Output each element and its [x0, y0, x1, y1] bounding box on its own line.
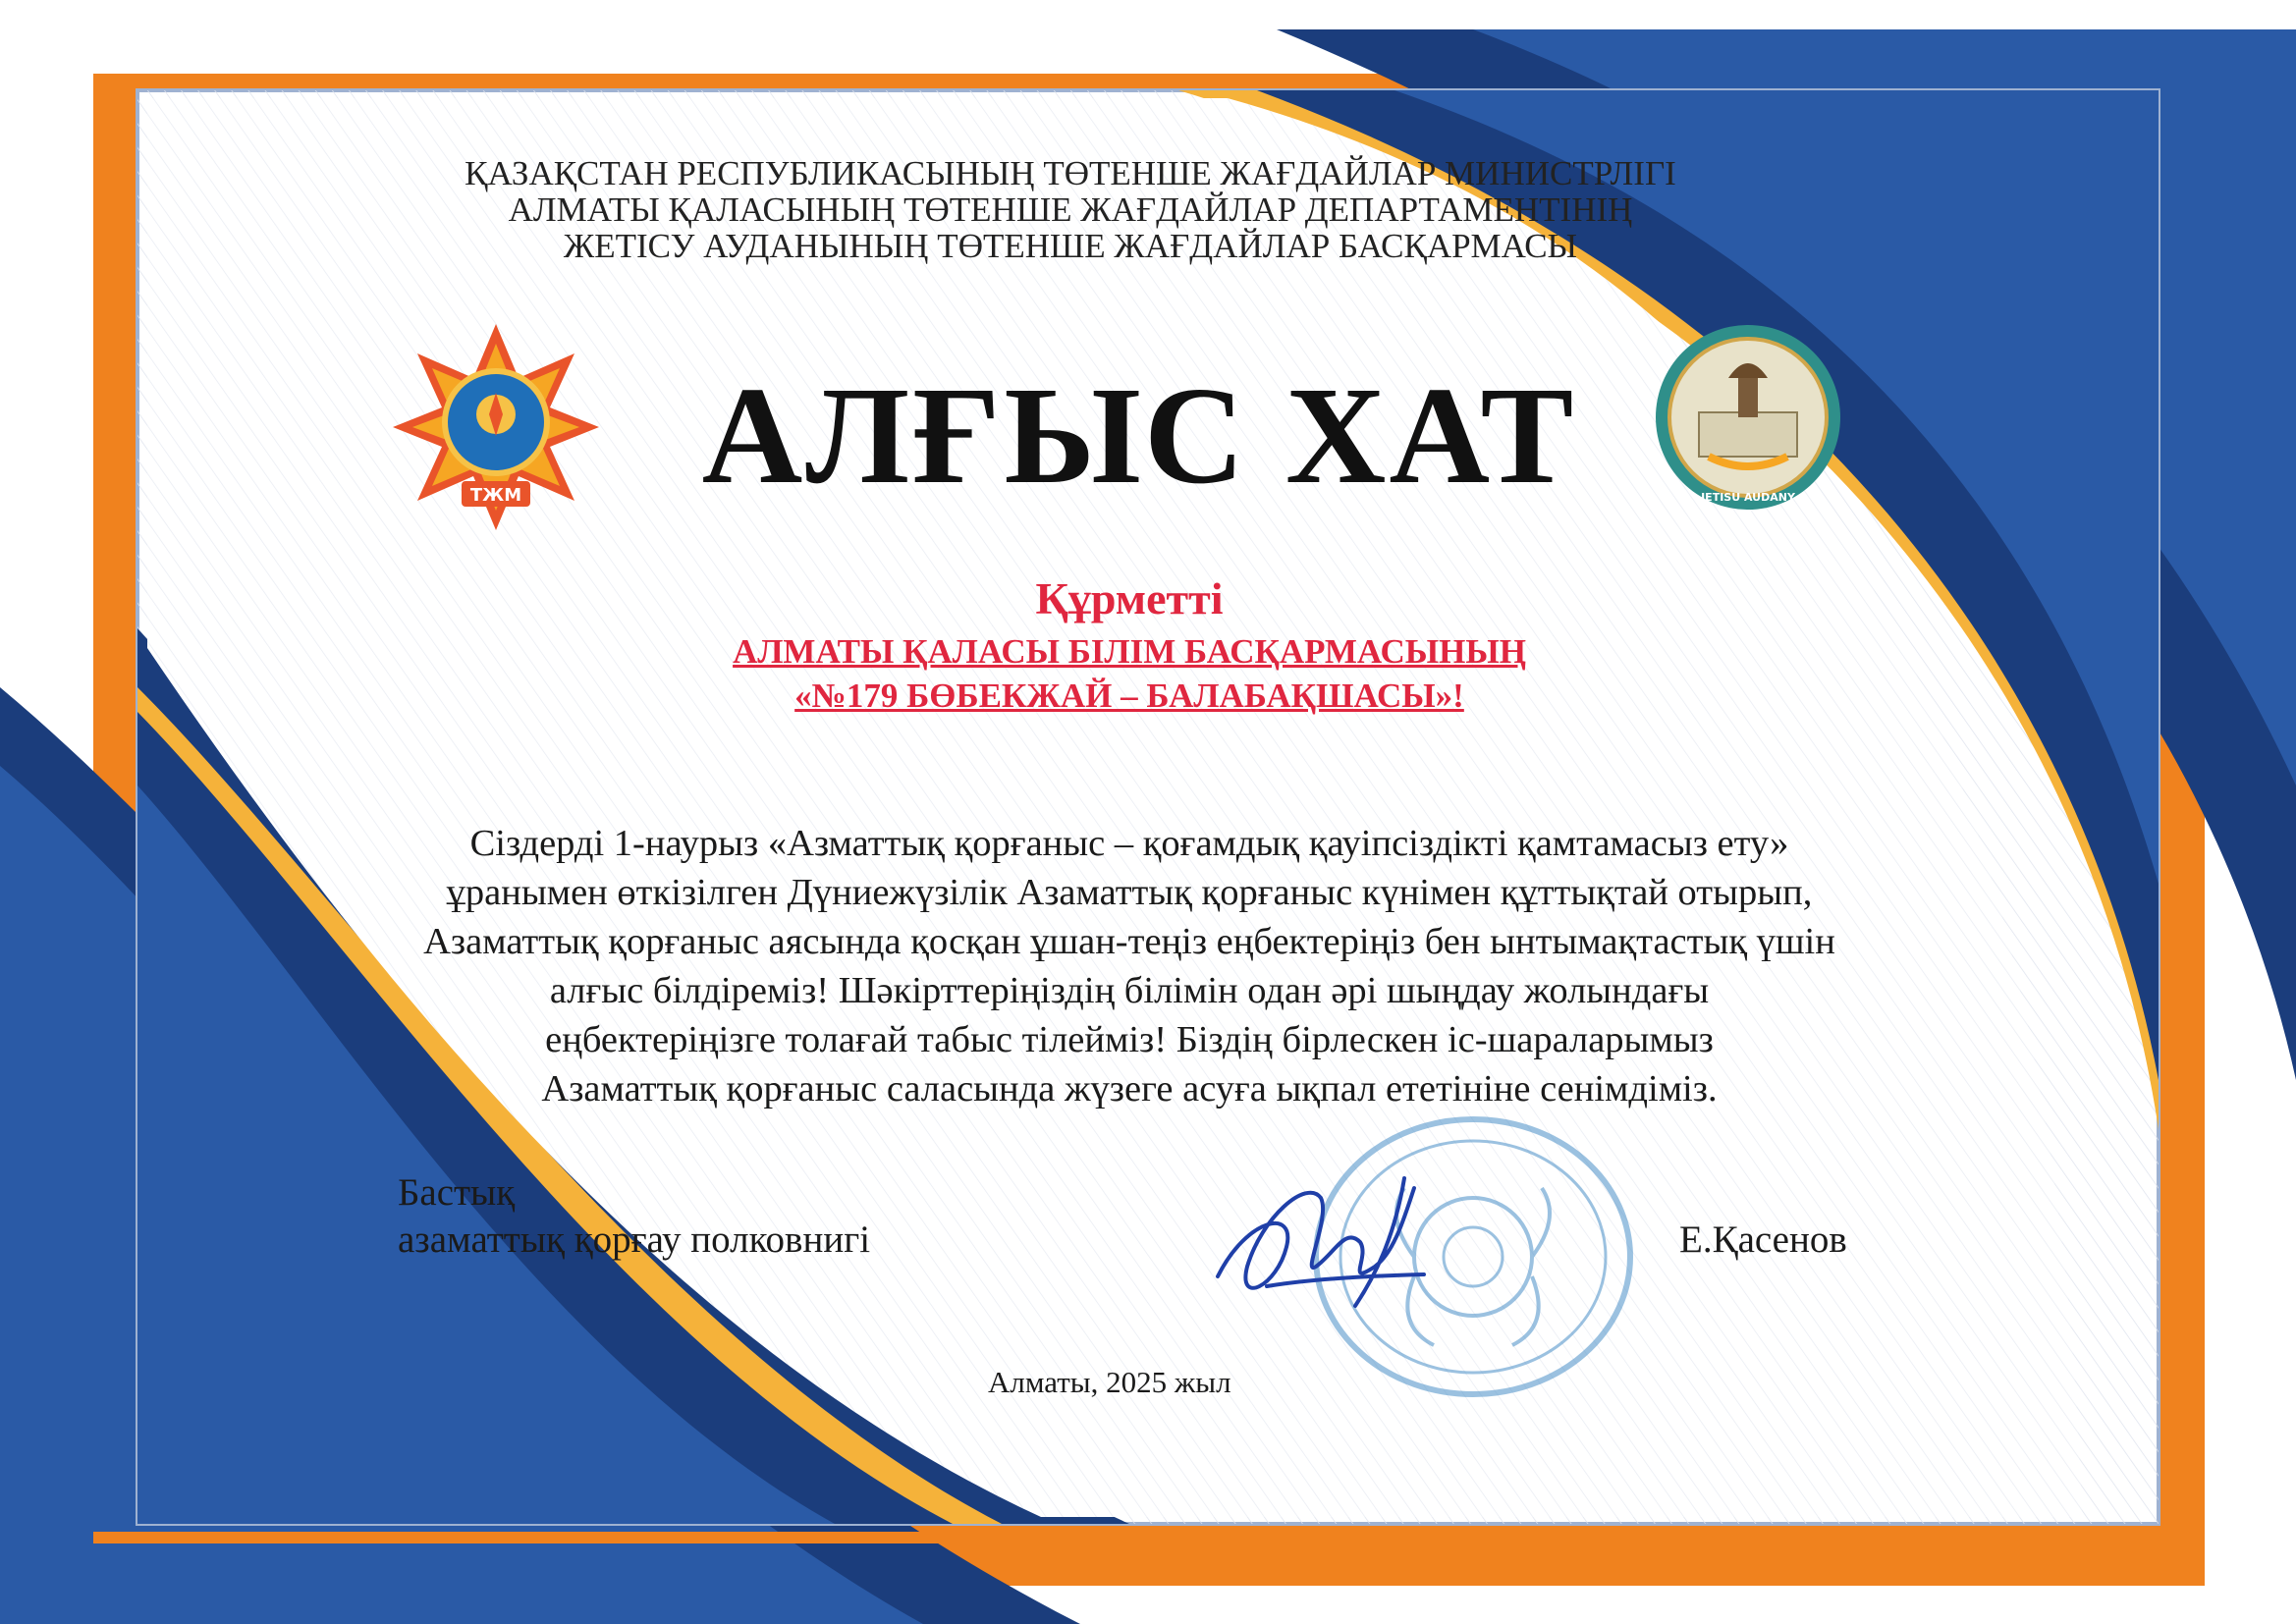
recipient-line-2: «№179 БӨБЕКЖАЙ – БАЛАБАҚШАСЫ»!	[794, 677, 1464, 715]
body-line: алғыс білдіреміз! Шәкірттеріңіздің білімін одан әрі шыңдау жолындағы	[549, 970, 1710, 1011]
header-line-2: АЛМАТЫ ҚАЛАСЫНЫҢ ТӨТЕНШЕ ЖАҒДАЙЛАР ДЕПАРТАМЕНТІНІҢ	[508, 190, 1633, 229]
signatory-name: Е.Қасенов	[1679, 1218, 1847, 1261]
handwritten-signature	[1208, 1159, 1434, 1326]
body-line: ұранымен өткізілген Дүниежүзілік Азаматтық қорғаныс күнімен құттықтай отырып,	[446, 872, 1813, 913]
issuer-header	[295, 155, 1846, 264]
emblem-right-label: JETISU AUDANY	[1701, 491, 1795, 504]
header-line-3: ЖЕТІСУ АУДАНЫНЫҢ ТӨТЕНШЕ ЖАҒДАЙЛАР БАСҚАРМАСЫ	[563, 227, 1578, 265]
body-line: Азаматтық қорғаныс саласында жүзеге асуға ықпал ететініне сенімдіміз.	[541, 1068, 1718, 1110]
salutation: Құрметті	[1035, 573, 1224, 623]
body-line: еңбектеріңізге толағай табыс тілейміз! Біздің бірлескен іс-шараларымыз	[545, 1019, 1714, 1060]
signatory-position-line-1: Бастық	[398, 1171, 516, 1214]
letter-body	[226, 819, 2033, 1113]
emblem-left-label: ТЖМ	[469, 485, 522, 506]
recipient-line-1: АЛМАТЫ ҚАЛАСЫ БІЛІМ БАСҚАРМАСЫНЫҢ	[733, 632, 1526, 671]
signatory-position-line-2: азаматтық қорғау полковнигі	[398, 1218, 871, 1261]
header-line-1: ҚАЗАҚСТАН РЕСПУБЛИКАСЫНЫҢ ТӨТЕНШЕ ЖАҒДАЙЛАР МИНИСТРЛІГІ	[465, 154, 1676, 192]
body-line: Сіздерді 1-наурыз «Азматтық қорғаныс – қоғамдық қауіпсіздікті қамтамасыз ету»	[469, 823, 1789, 864]
body-line: Азаматтық қорғаныс аясында қосқан ұшан-теңіз еңбектеріңіз бен ынтымақтастық үшін	[423, 921, 1835, 962]
place-and-year: Алматы, 2025 жыл	[988, 1365, 1231, 1399]
certificate-title: АЛҒЫС ХАТ	[701, 357, 1577, 513]
